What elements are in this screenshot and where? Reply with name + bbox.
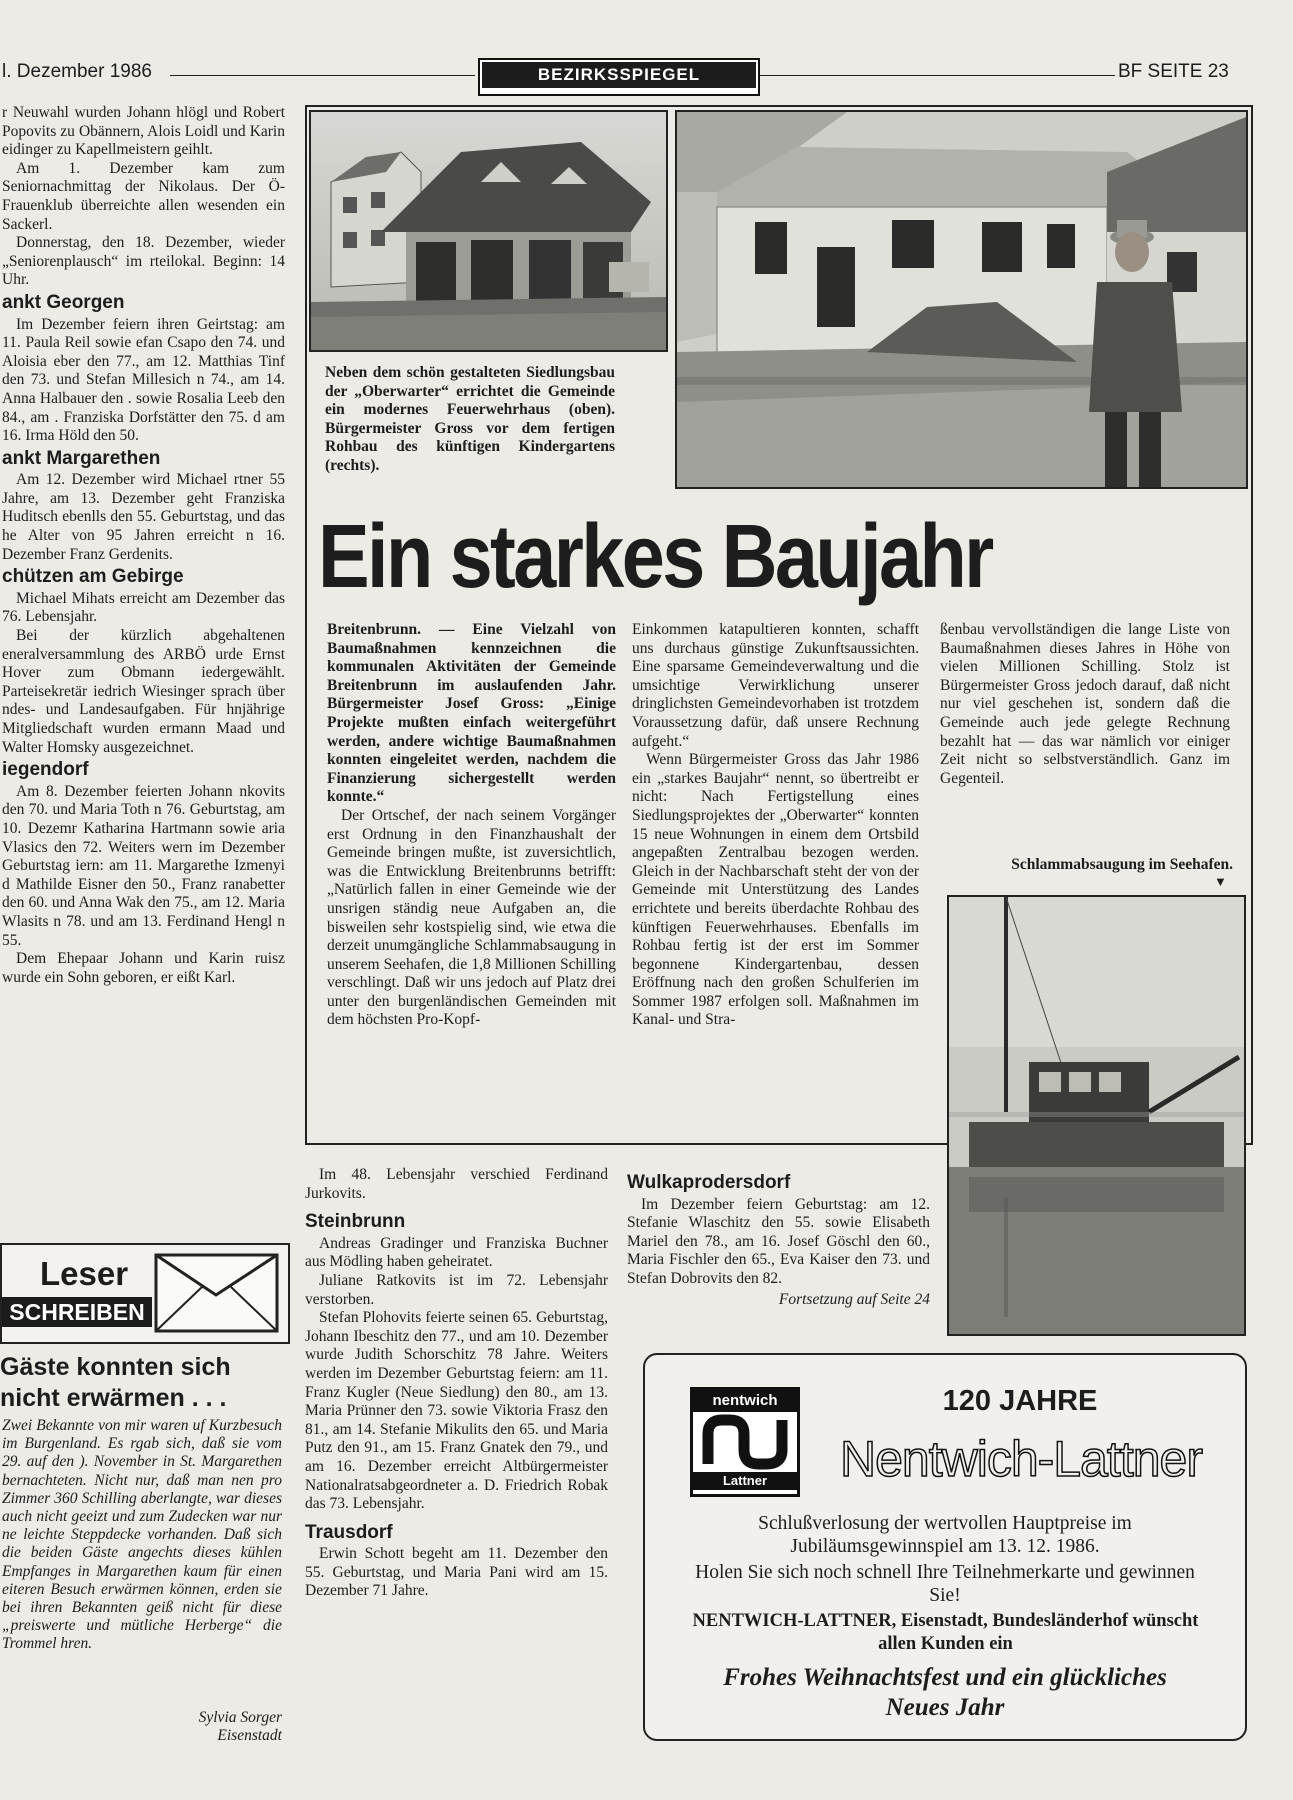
header-rule-right — [760, 75, 1115, 76]
ad-logo-mark — [696, 1414, 794, 1470]
ad-text-2: Holen Sie sich noch schnell Ihre Teilnehmerkarte und gewinnen Sie! — [695, 1562, 1195, 1606]
siegendorf-text-2: Dem Ehepaar Johann und Karin ruisz wurde ein Sohn geboren, er eißt Karl. — [2, 950, 285, 986]
siegendorf-text-1: Am 8. Dezember feierten Johann nkovits den 70. und Maria Toth n 76. Geburtstag, am 10. Dezemr Katharina Hartmann sowie aria Vlasics den 72. Weiters wern im Dezember Geburtstag iern: am 11. Margarethe Izmenyi d Mathilde Eisner den 50., Franz ranabetter den 60. und Anna Wak den 75., am 12. Maria Wlasits n 78. und am 13. Ferdinand Hengl n 55. — [2, 782, 285, 949]
letter-author: Sylvia Sorger — [198, 1709, 282, 1726]
article-col2-p1: Einkommen katapultieren konnten, schafft uns durchaus günstige Zukunftsaussichten. Eine sparsame Gemeindeverwaltung und die umsichtige Verwirklichung unserer dringlichsten Gemeindevorhaben ist trotzdem Voraussetzung dafür, daß unsere Rechnung aufgeht.“ — [632, 621, 919, 750]
header-page-number: BF SEITE 23 — [1118, 61, 1229, 82]
ad-box — [643, 1353, 1247, 1741]
left-intro-1: r Neuwahl wurden Johann hlögl und Robert Popovits zu Obännern, Alois Loidl und Karin eidinger zu Kapellmeistern geihlt. — [2, 104, 285, 159]
ad-logo-bottom: Lattner — [693, 1472, 797, 1490]
ad-brand: Nentwich-Lattner — [840, 1431, 1202, 1487]
photo-kindergarten — [675, 110, 1248, 489]
ad-headline: 120 JAHRE — [942, 1385, 1098, 1417]
dredge-arrow: ▼ — [1214, 874, 1227, 889]
lower-mid-column — [305, 1166, 608, 1601]
photo-dredge — [947, 895, 1246, 1336]
steinbrunn-text-3: Stefan Plohovits feierte seinen 65. Geburtstag, Johann Ibeschitz den 77., und am 10. Dezember wurde Judith Schorschitz 78 Jahre. Weiters werden im Dezember Geburtstag feiern: am 11. Franz Kugler (Neue Siedlung) den 80., am 13. Maria Prünner den 73. sowie Viktoria Frasz den 81., am 14. Stefanie Mikulits den 65. und Maria Putz den 91., am 15. Franz Gnatek den 79., und am 16. Dezember erreicht Altbürgermeister Nationalratsabgeordneter a. D. Friedrich Robak das 73. Lebensjahr. — [305, 1309, 608, 1513]
article-col1-body: Der Ortschef, der nach seinem Vorgänger erst Ordnung in den Finanzhaushalt der Gemeinde bringen mußte, ist zuversichtlich, was die Entwicklung Breitenbrunns betrifft: „Natürlich fallen in einer Gemeinde wie der unsrigen ständig neue Aufgaben an, die bisweilen sehr kostspielig sind, wie etwa die derzeit unumgängliche Schlammabsaugung in unserem Seehafen, die 1,8 Millionen Schilling verschlingt. Daß wir uns jedoch auf Platz drei unter den burgenländischen Gemeinden mit dem höchsten Pro-Kopf- — [327, 806, 616, 1029]
article-column-2 — [632, 621, 919, 1030]
steinbrunn-heading: Steinbrunn — [305, 1211, 406, 1233]
ad-text-1: Schlußverlosung der wertvollen Hauptpreise im Jubiläumsgewinnspiel am 13. 12. 1986. — [758, 1513, 1132, 1557]
schuetzen-heading: chützen am Gebirge — [2, 566, 184, 588]
wulka-text: Im Dezember feiern Geburtstag: am 12. Stefanie Wlaschitz den 55. sowie Elisabeth Mariel den 78., am 16. Josef Göschl den 60., Maria Fischler den 65., Eva Kaiser den 73. und Stefan Dobrovits den 82. — [627, 1195, 930, 1287]
left-column — [2, 104, 285, 987]
wulka-heading: Wulkaprodersdorf — [627, 1172, 791, 1193]
siegendorf-heading: iegendorf — [2, 759, 89, 781]
left-intro-3: Donnerstag, den 18. Dezember, wieder „Seniorenplausch“ im rteilokal. Beginn: 14 Uhr. — [2, 234, 285, 289]
article-lead: Breitenbrunn. — Eine Vielzahl von Baumaßnahmen kennzeichnen die kommunalen Aktivitäten der Gemeinde Breitenbrunn im auslaufenden Jahr. Bürgermeister Josef Gross: „Einige Projekte mußten einfach weitergeführt werden, andere wichtige Baumaßnahmen konnten eingeleitet werden, nachdem die Finanzierung sichergestellt werden konnte.“ — [327, 621, 616, 806]
letter-place: Eisenstadt — [217, 1727, 282, 1744]
envelope-icon — [154, 1253, 279, 1333]
left-intro-2: Am 1. Dezember kam zum Seniornachmittag der Nikolaus. Der Ö-Frauenklub überreichte allen wesenden ein Sackerl. — [2, 159, 285, 233]
letter-headline — [0, 1352, 286, 1414]
article-column-3 — [940, 621, 1230, 788]
photo-caption: Neben dem schön gestalteten Siedlungsbau der „Oberwarter“ errichtet die Gemeinde ein modernes Feuerwehrhaus (oben). Bürgermeister Gross vor dem fertigen Rohbau des künftigen Kindergartens (rechts). — [325, 364, 615, 474]
header-section-badge — [478, 58, 760, 96]
jurkovits-text: Im 48. Lebensjahr verschied Ferdinand Jurkovits. — [305, 1166, 608, 1202]
leser-schreiben-box — [0, 1243, 290, 1344]
sankt-georgen-text: Im Dezember feiern ihren Geirtstag: am 11. Paula Reil sowie efan Csapo den 74. und Aloisia eber den 77., am 12. Matthias Tinf den 73. und Stefan Millesich n 74., am 14. Anna Halbauer den . sowie Rosalia Leeb den 84., am . Franziska Dorfstätter den 75. d am 16. Irma Höld den 50. — [2, 315, 285, 445]
schuetzen-text-1: Michael Mihats erreicht am Dezember das 76. Lebensjahr. — [2, 589, 285, 626]
header-section-label: BEZIRKSSPIEGEL — [482, 62, 756, 88]
ad-logo — [690, 1387, 800, 1497]
ad-greeting: Frohes Weihnachtsfest und ein glückliches Neues Jahr — [723, 1664, 1167, 1721]
ad-logo-top: nentwich — [693, 1390, 797, 1412]
steinbrunn-text-2: Juliane Ratkovits ist im 72. Lebensjahr verstorben. — [305, 1271, 608, 1308]
letter-headline-1: Gäste konnten sich — [0, 1353, 231, 1381]
trausdorf-heading: Trausdorf — [305, 1521, 393, 1543]
kindergarten-illustration — [677, 112, 1246, 487]
leser-word: Leser — [40, 1255, 129, 1292]
continued-note: Fortsetzung auf Seite 24 — [778, 1290, 930, 1308]
dredge-caption: Schlammabsaugung im Seehafen. — [1011, 856, 1233, 873]
article-col2-p2: Wenn Bürgermeister Gross das Jahr 1986 ein „starkes Baujahr“ nennt, so übertreibt er nicht: Nach Fertigstellung eines Siedlungsprojektes der „Oberwarter“ konnten 15 neue Wohnungen in einem dem Ortsbild angepaßten Zentralbau bezogen werden. Gleich in der Nachbarschaft steht der von der Gemeinde mit Unterstützung des Landes errichtete und bereits überdachte Rohbau des künftigen Feuerwehrhauses. Ebenfalls im Rohbau fertig ist der erst im Sommer begonnene Kindergartenbau, dessen Eröffnung nach den großen Schulferien im Sommer 1987 erfolgen soll. Maßnahmen im Kanal- und Stra- — [632, 751, 919, 1029]
letter-text: Zwei Bekannte von mir waren uf Kurzbesuch im Burgenland. Es rgab sich, daß sie vom 29. auf den ). November in St. Margarethen bernachteten. Nicht nur, daß man nen pro Zimmer 360 Schilling aberlangte, war dieses auch nicht geeizt und zum Zudecken war nur ne leichte Steppdecke vorhanden. Daß sich die beiden Gäste angechts dieses kühlen Empfanges in Margarethen kaum für einen eiteren Besuch erwärmen können, erden sie bei ihren Bekannten geiß nicht für diese „preiswerte und mütliche Herberge“ die Trommel hren. — [2, 1417, 282, 1653]
dredge-illustration — [949, 897, 1244, 1334]
header-rule-left — [170, 75, 475, 76]
photo-fire-station — [309, 110, 668, 352]
article-headline: Ein starkes Baujahr — [318, 507, 992, 607]
ad-text-3: NENTWICH-LATTNER, Eisenstadt, Bundesländerhof wünscht allen Kunden ein — [692, 1611, 1199, 1654]
steinbrunn-text-1: Andreas Gradinger und Franziska Buchner aus Mödling haben geheiratet. — [305, 1234, 608, 1271]
fire-station-illustration — [311, 112, 666, 350]
wulka-column — [627, 1170, 930, 1309]
sankt-margarethen-text: Am 12. Dezember wird Michael rtner 55 Jahre, am 13. Dezember geht Franziska Huditsch ebenlls den 55. Geburtstag, und das he Alter von 95 Jahren erreicht n 16. Dezember Franz Gerdenits. — [2, 471, 285, 563]
schuetzen-text-2: Bei der kürzlich abgehaltenen eneralversammlung des ARBÖ urde Ernst Hover zum Obmann iedergewählt. Parteisekretär iedrich Wiesinger sprach über ndes- und Landesaufgaben. Für hnjährige Mitgliedschaft wurden ermann Maad und Walter Homsky ausgezeichnet. — [2, 627, 285, 756]
sankt-georgen-heading: ankt Georgen — [2, 291, 125, 313]
header-date: l. Dezember 1986 — [2, 61, 152, 82]
trausdorf-text: Erwin Schott begeht am 11. Dezember den 55. Geburtstag, und Maria Pani wird am 15. Dezember 71 Jahre. — [305, 1545, 608, 1600]
letter-headline-2: nicht erwärmen . . . — [0, 1384, 227, 1412]
article-col3-body: ßenbau vervollständigen die lange Liste von Baumaßnahmen dieses Jahres in Höhe von vielen Millionen Schilling. Stolz ist Bürgermeister Gross jedoch darauf, daß nicht nur viel geschehen ist, sondern daß die Gemeinde auch jede gelegte Rechnung bezahlt hat — das war nämlich vor einiger Zeit nicht so selbstverständlich. Ganz im Gegenteil. — [940, 621, 1230, 787]
schreiben-word: SCHREIBEN — [2, 1297, 152, 1327]
article-column-1 — [327, 621, 616, 1030]
sankt-margarethen-heading: ankt Margarethen — [2, 447, 161, 469]
